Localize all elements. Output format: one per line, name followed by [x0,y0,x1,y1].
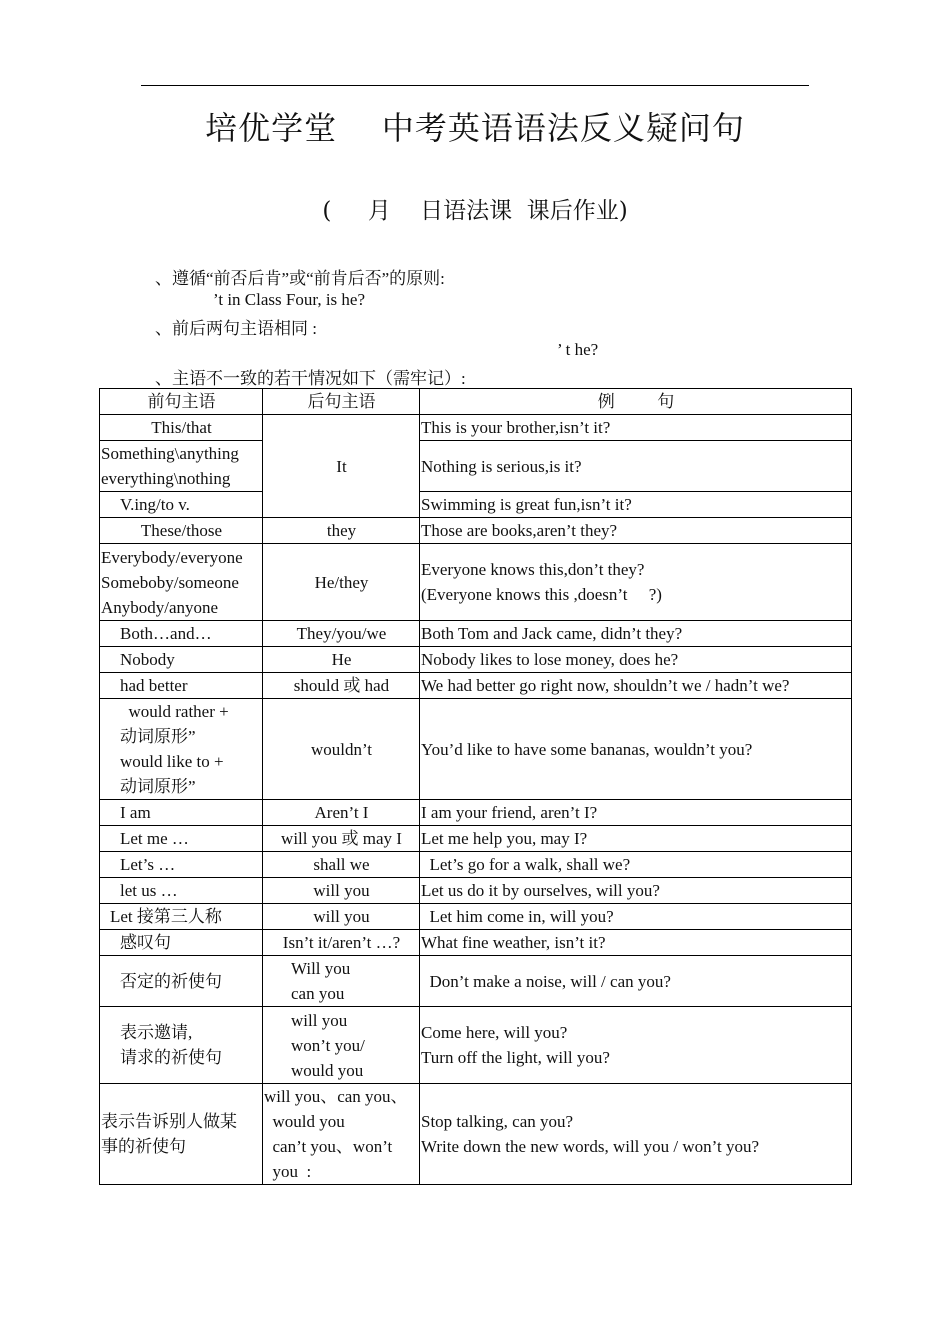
main-subject-cell: 感叹句 [100,930,263,956]
header-cell: 前句主语 [100,389,263,415]
main-subject-cell: had better [100,673,263,699]
table-row [100,544,852,621]
table-row [100,878,852,904]
example-cell: Those are books,aren’t they? [420,518,852,544]
example-cell: We had better go right now, shouldn’t we / hadn’t we? [420,673,852,699]
tag-subject-cell: they [263,518,420,544]
main-subject-cell: Let’s … [100,852,263,878]
header-cell: 后句主语 [263,389,420,415]
subject-table [99,388,852,1185]
table-row [100,621,852,647]
example-cell: Both Tom and Jack came, didn’t they? [420,621,852,647]
rule-3: 、主语不一致的若干情况如下（需牢记）: [155,369,466,388]
table-row [100,800,852,826]
tag-subject-cell: should 或 had [263,673,420,699]
table-row [100,1084,852,1185]
table-row [100,518,852,544]
tag-subject-cell: will you [263,904,420,930]
main-subject-cell: Nobody [100,647,263,673]
page-subtitle: ( 月 日语法课 课后作业) [322,198,628,224]
header-rule [141,85,809,86]
main-subject-cell: Something\anything everything\nothing [100,441,263,492]
example-cell: Swimming is great fun,isn’t it? [420,492,852,518]
tag-subject-cell: will you [263,878,420,904]
rule-1: 、遵循“前否后肯”或“前肯后否”的原则: [155,269,445,288]
table-row [100,441,852,492]
table-row [100,492,852,518]
tag-subject-cell: They/you/we [263,621,420,647]
main-subject-cell: Let 接第三人称 [100,904,263,930]
header-cell: 例 句 [420,389,852,415]
main-subject-cell: 表示告诉别人做某 事的祈使句 [100,1084,263,1185]
main-subject-cell: These/those [100,518,263,544]
example-cell: Let’s go for a walk, shall we? [420,852,852,878]
tag-subject-cell: will you、can you、 would you can’t you、won’t you : [263,1084,420,1185]
table-row [100,930,852,956]
rule-2-example: ’ t he? [557,340,599,359]
tag-subject-cell: Aren’t I [263,800,420,826]
tag-subject-cell: Will you can you [263,956,420,1007]
tag-subject-cell: shall we [263,852,420,878]
main-subject-cell: Both…and… [100,621,263,647]
main-subject-cell: I am [100,800,263,826]
table-row [100,415,852,441]
tag-subject-cell: He [263,647,420,673]
example-cell: This is your brother,isn’t it? [420,415,852,441]
example-cell: Nobody likes to lose money, does he? [420,647,852,673]
main-subject-cell: Let me … [100,826,263,852]
example-cell: Nothing is serious,is it? [420,441,852,492]
table-row [100,852,852,878]
example-cell: Let us do it by ourselves, will you? [420,878,852,904]
table-row [100,673,852,699]
example-cell: You’d like to have some bananas, wouldn’t you? [420,699,852,800]
main-subject-cell: would rather + 动词原形” would like to + 动词原形” [100,699,263,800]
main-subject-cell: V.ing/to v. [100,492,263,518]
example-cell: I am your friend, aren’t I? [420,800,852,826]
example-cell: Let me help you, may I? [420,826,852,852]
table-row [100,904,852,930]
page-title: 培优学堂 中考英语语法反义疑问句 [205,109,745,147]
tag-subject-cell: Isn’t it/aren’t …? [263,930,420,956]
example-cell: Stop talking, can you? Write down the new words, will you / won’t you? [420,1084,852,1185]
main-subject-cell: This/that [100,415,263,441]
main-subject-cell: Everybody/everyone Someboby/someone Anybody/anyone [100,544,263,621]
main-subject-cell: 否定的祈使句 [100,956,263,1007]
example-cell: Come here, will you? Turn off the light, will you? [420,1007,852,1084]
table-row [100,826,852,852]
table-header-row [100,389,852,415]
example-cell: What fine weather, isn’t it? [420,930,852,956]
example-cell: Everyone knows this,don’t they? (Everyone knows this ,doesn’t ?) [420,544,852,621]
table-row [100,699,852,800]
tag-subject-cell: wouldn’t [263,699,420,800]
rule-1-example: ’t in Class Four, is he? [213,290,366,309]
main-subject-cell: let us … [100,878,263,904]
rule-2: 、前后两句主语相同 : [155,319,317,338]
main-subject-cell: 表示邀请, 请求的祈使句 [100,1007,263,1084]
table-row [100,1007,852,1084]
example-cell: Let him come in, will you? [420,904,852,930]
example-cell: Don’t make a noise, will / can you? [420,956,852,1007]
tag-subject-cell: will you won’t you/ would you [263,1007,420,1084]
table-row [100,647,852,673]
tag-subject-cell: He/they [263,544,420,621]
tag-subject-cell: will you 或 may I [263,826,420,852]
table-row [100,956,852,1007]
tag-subject-cell: It [263,415,420,518]
